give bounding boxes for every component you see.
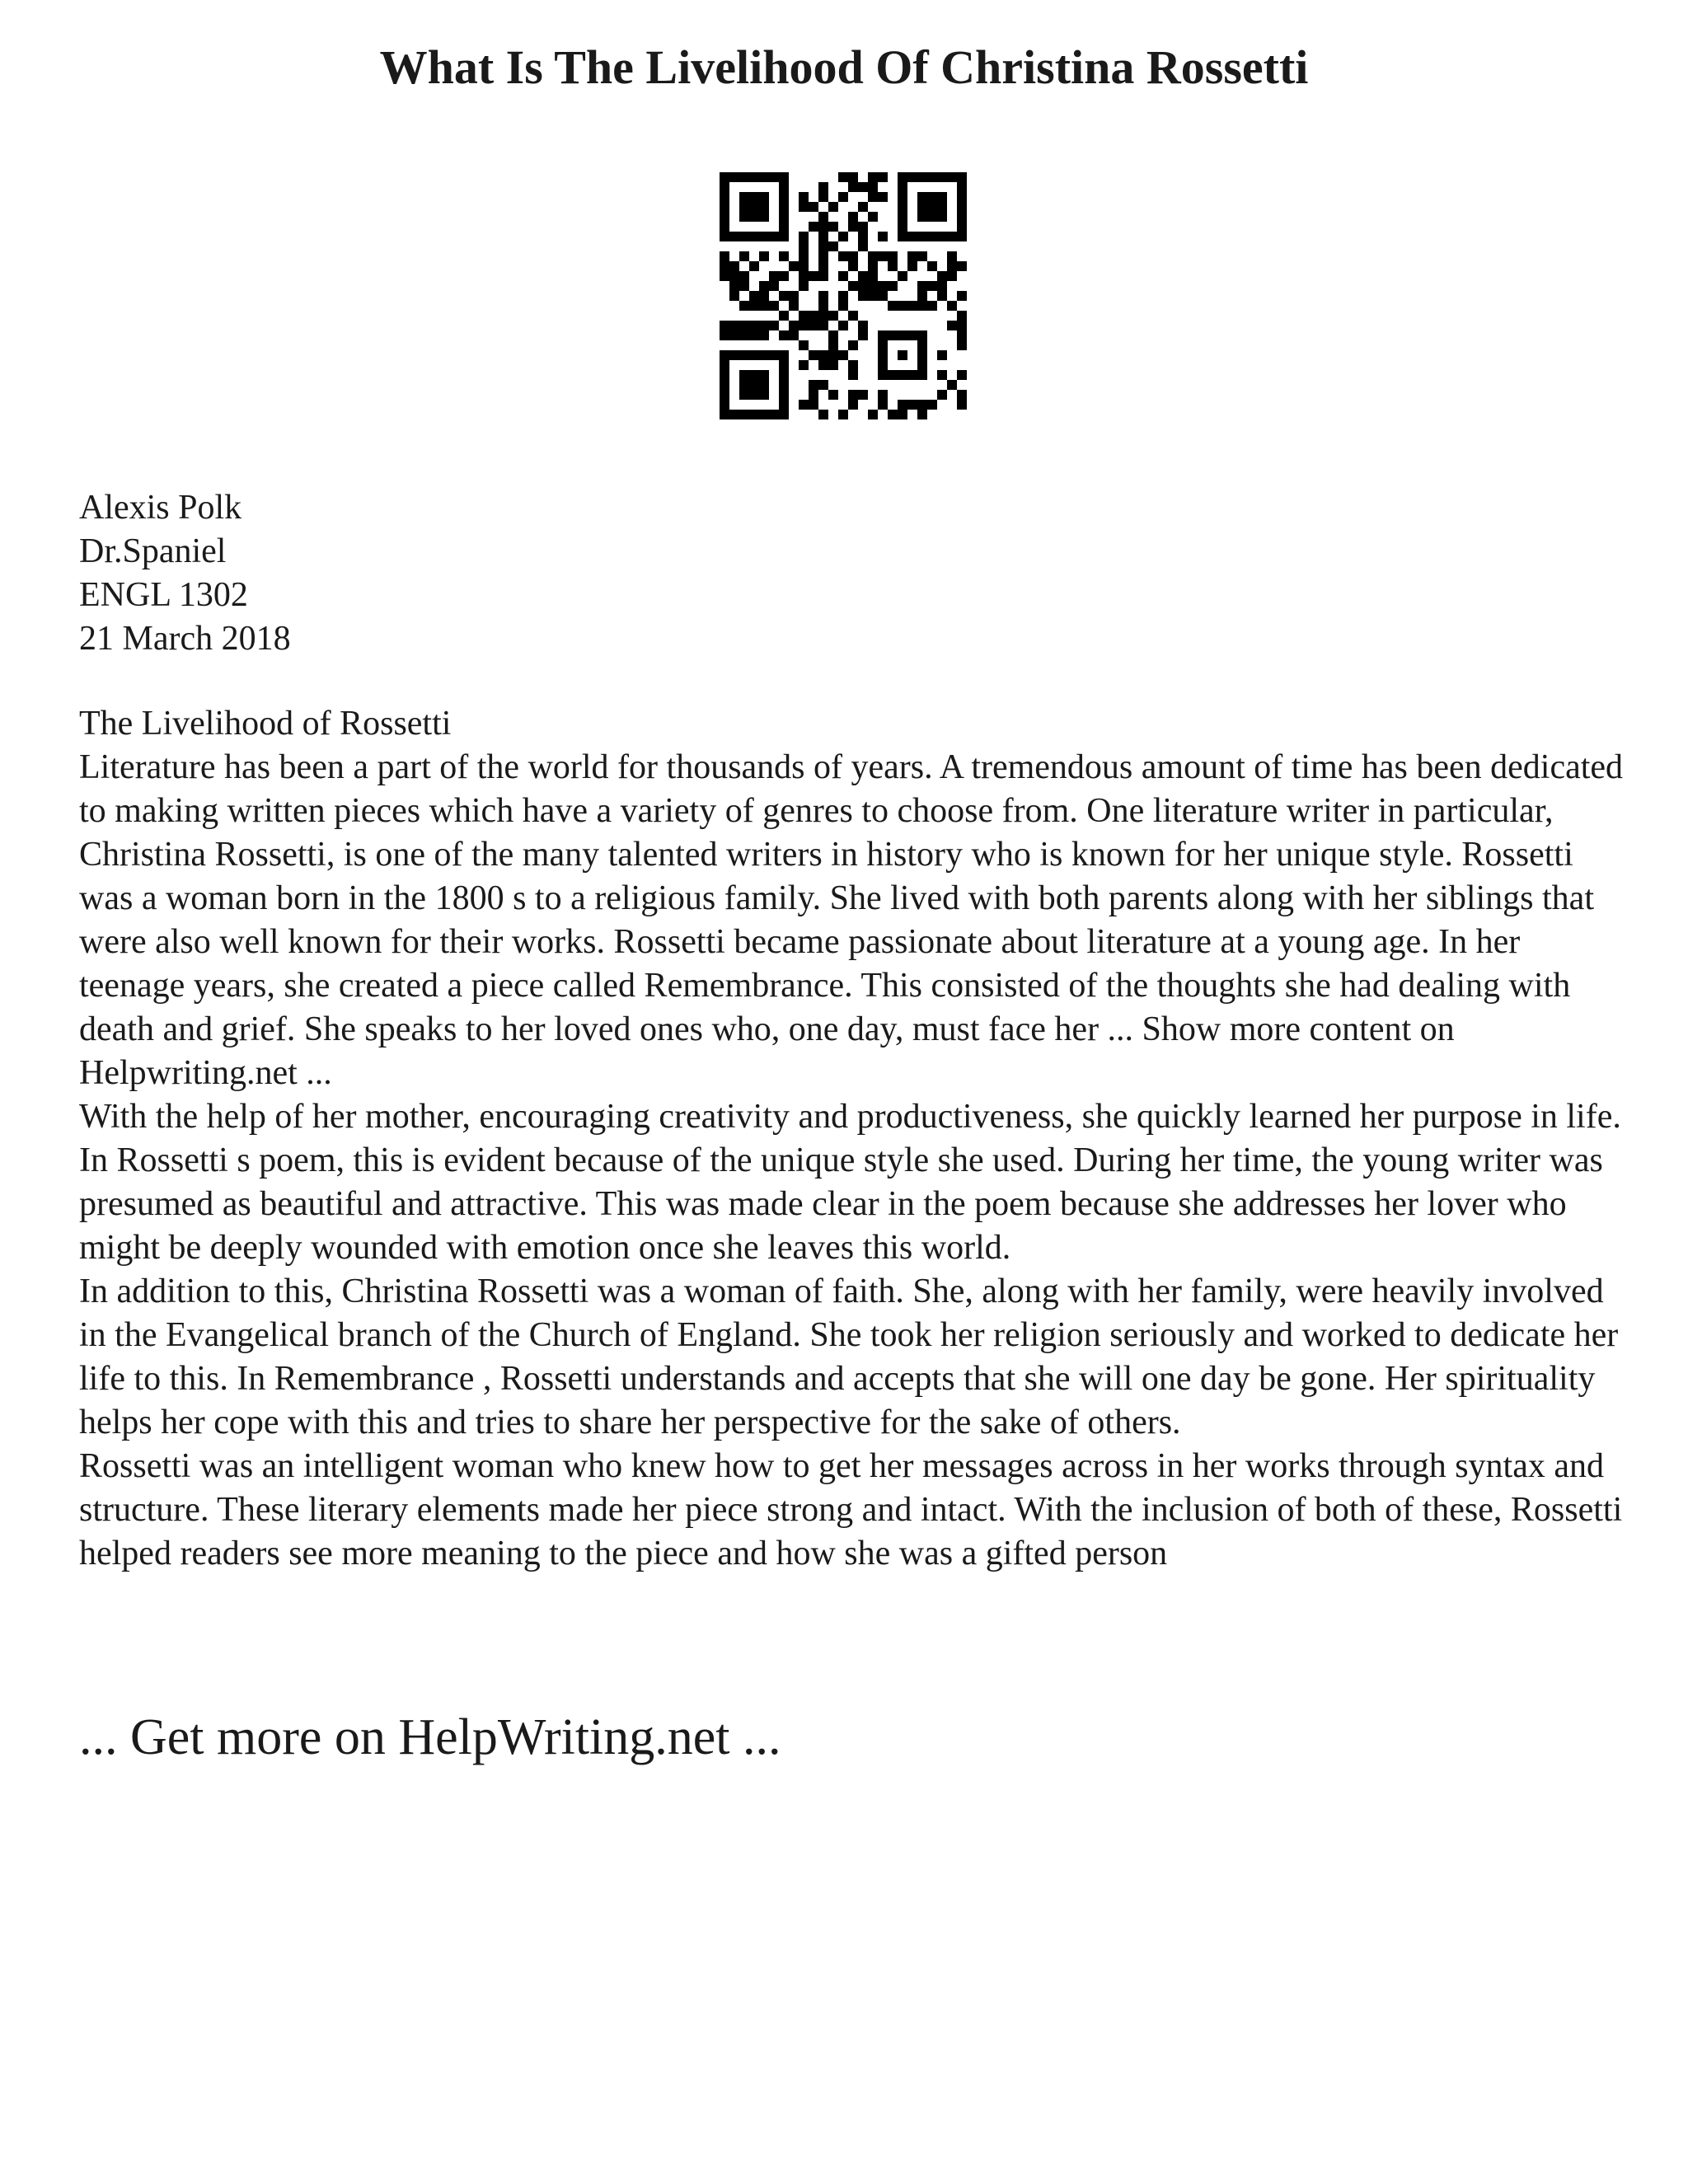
paragraph: Rossetti was an intelligent woman who knew how to get her messages across in her works through syntax and structure. These literary elements made her piece strong and intact. With the inclusion of both of these, Rossetti helped readers see more meaning to the piece and how she was a gifted person <box>79 1447 1623 1572</box>
essay-title: The Livelihood of Rossetti <box>79 705 452 743</box>
paragraph: With the help of her mother, encouraging creativity and productiveness, she quickly learned her purpose in life. In Rossetti s poem, this is evident because of the unique style she used. During her time, the young writer was presumed as beautiful and attractive. This was made clear in the poem because she addresses her lover who might be deeply wounded with emotion once she leaves this world. <box>79 1098 1621 1267</box>
instructor-name: Dr.Spaniel <box>79 532 227 570</box>
author-name: Alexis Polk <box>79 489 242 527</box>
essay-body <box>79 702 1629 1576</box>
qr-code-icon[interactable] <box>720 172 967 419</box>
paragraph: In addition to this, Christina Rossetti was a woman of faith. She, along with her family, were heavily involved in the Evangelical branch of the Church of England. She took her religion seriously and worked to dedicate her life to this. In Remembrance , Rossetti understands and accepts that she will one day be gone. Her spirituality helps her cope with this and tries to share her perspective for the sake of others. <box>79 1272 1619 1441</box>
get-more-link[interactable]: ... Get more on HelpWriting.net ... <box>79 1709 781 1765</box>
author-header <box>79 486 291 661</box>
document-title: What Is The Livelihood Of Christina Rossetti <box>379 40 1309 94</box>
paragraph: Literature has been a part of the world for thousands of years. A tremendous amount of time has been dedicated to making written pieces which have a variety of genres to choose from. One literature writer in particular, Christina Rossetti, is one of the many talented writers in history who is known for her unique style. Rossetti was a woman born in the 1800 s to a religious family. She lived with both parents along with her siblings that were also well known for their works. Rossetti became passionate about literature at a young age. In her teenage years, she created a piece called Remembrance. This consisted of the thoughts she had dealing with death and grief. She speaks to her loved ones who, one day, must face her ... Show more content on Helpwriting.net ... <box>79 748 1624 1092</box>
submission-date: 21 March 2018 <box>79 620 291 658</box>
course-code: ENGL 1302 <box>79 576 248 614</box>
